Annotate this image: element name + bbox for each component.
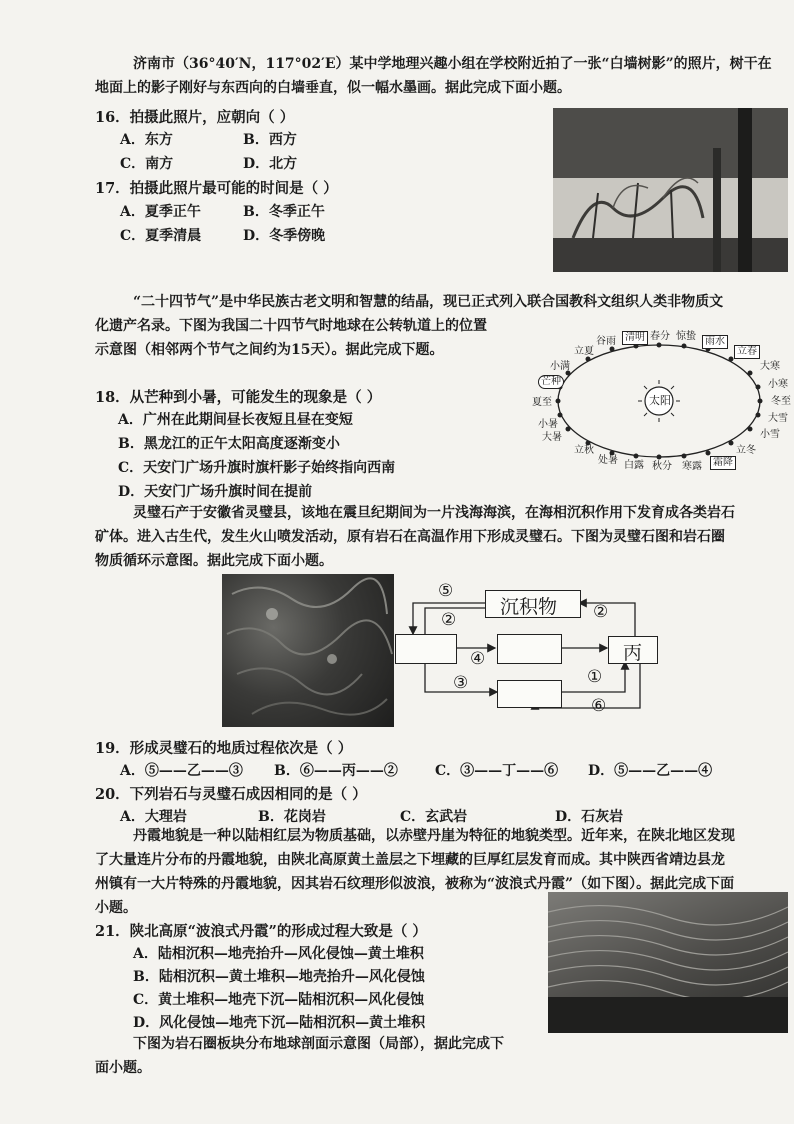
arrow-label-6: ⑥ — [591, 696, 607, 716]
q19-option-d[interactable]: D．⑤——乙——④ — [588, 763, 713, 779]
q18-option-d[interactable]: D．天安门广场升旗时间在提前 — [118, 484, 313, 500]
q20-stem: 20．下列岩石与灵璧石成因相同的是（ ） — [95, 786, 367, 803]
q16-option-a[interactable]: A．东方 — [120, 132, 173, 148]
intro3-line1: 灵璧石产于安徽省灵璧县，该地在震旦纪期间为一片浅海海滨，在海相沉积作用下发育成各类岩石 — [133, 505, 735, 521]
intro5-line2: 面小题。 — [95, 1060, 151, 1076]
q21-option-a[interactable]: A．陆相沉积—地壳抬升—风化侵蚀—黄土堆积 — [133, 946, 424, 962]
arrow-label-3: ③ — [453, 673, 469, 693]
orbit-diagram — [528, 325, 790, 475]
box-sediment — [485, 590, 581, 618]
orbit-term-19: 大暑 — [542, 432, 562, 443]
q20-option-b[interactable]: B．花岗岩 — [258, 809, 326, 825]
q16-option-c[interactable]: C．南方 — [120, 156, 174, 172]
q20-option-c[interactable]: C．玄武岩 — [400, 809, 468, 825]
q21-option-b[interactable]: B．陆相沉积—黄土堆积—地壳抬升—风化侵蚀 — [133, 969, 425, 985]
orbit-term-23: 小满 — [550, 361, 570, 372]
orbit-term-4: 惊蛰 — [676, 331, 696, 342]
q19-stem: 19．形成灵璧石的地质过程依次是（ ） — [95, 740, 353, 757]
orbit-term-14: 寒露 — [682, 461, 702, 472]
arrow-label-1: ① — [587, 667, 603, 687]
photo-wave-danxia — [548, 892, 788, 1033]
photo-white-wall-tree-shadow — [553, 108, 788, 272]
q18-option-b[interactable]: B．黑龙江的正午太阳高度逐渐变小 — [118, 436, 340, 452]
arrow-label-2-right: ② — [593, 602, 609, 622]
orbit-term-17: 处暑 — [598, 455, 618, 466]
box-middle-blank — [497, 634, 562, 664]
intro4-line2: 了大量连片分布的丹霞地貌，由陕北高原黄土盖层之下埋藏的巨厚红层发育而成。其中陕西省靖边县龙 — [95, 852, 725, 868]
box-left-blank — [395, 634, 457, 664]
box-bing — [608, 636, 658, 664]
q18-option-a[interactable]: A．广州在此期间昼长夜短且昼在变短 — [118, 412, 353, 428]
q18-option-c[interactable]: C．天安门广场升旗时旗杆影子始终指向西南 — [118, 460, 396, 476]
intro2-line2: 化遗产名录。下图为我国二十四节气时地球在公转轨道上的位置 — [95, 318, 487, 334]
arrow-label-5: ⑤ — [438, 581, 454, 601]
orbit-term-7: 大寒 — [760, 361, 780, 372]
q19-option-a[interactable]: A．⑤——乙——③ — [120, 763, 243, 779]
q19-option-c[interactable]: C．③——丁——⑥ — [435, 763, 559, 779]
q18-stem: 18．从芒种到小暑，可能发生的现象是（ ） — [95, 389, 382, 406]
q17-stem: 17．拍摄此照片最可能的时间是（ ） — [95, 180, 338, 197]
orbit-term-1: 谷雨 — [596, 336, 616, 347]
q21-option-d[interactable]: D．风化侵蚀—地壳下沉—陆相沉积—黄土堆积 — [133, 1015, 426, 1031]
intro2-line1: “二十四节气”是中华民族古老文明和智慧的结晶，现已正式列入联合国教科文组织人类非物质文 — [133, 294, 724, 310]
orbit-term-2: 清明 — [622, 331, 648, 345]
orbit-term-5: 雨水 — [702, 335, 728, 349]
orbit-term-0: 立夏 — [574, 346, 594, 357]
orbit-term-20: 小暑 — [538, 419, 558, 430]
intro1-line2: 地面上的影子刚好与东西向的白墙垂直，似一幅水墨画。据此完成下面小题。 — [95, 80, 571, 96]
orbit-term-18: 立秋 — [574, 445, 594, 456]
sediment-label: 沉积物 — [500, 596, 558, 618]
rock-cycle-diagram — [395, 578, 670, 728]
q16-stem: 16．拍摄此照片，应朝向（ ） — [95, 109, 295, 126]
intro2-line3: 示意图（相邻两个节气之间约为15天）。据此完成下题。 — [95, 342, 444, 358]
orbit-sun-label: 太阳 — [649, 394, 671, 407]
q20-option-a[interactable]: A．大理岩 — [120, 809, 187, 825]
orbit-term-16: 白露 — [624, 460, 644, 471]
intro4-line1: 丹霞地貌是一种以陆相红层为物质基础，以赤壁丹崖为特征的地貌类型。近年来，在陕北地区发现 — [133, 828, 735, 844]
orbit-term-9: 冬至 — [771, 396, 791, 407]
box-lower-blank — [497, 680, 562, 708]
intro1-line1: 济南市（36°40′N，117°02′E）某中学地理兴趣小组在学校附近拍了一张“白墙树影”的照片，树干在 — [133, 56, 772, 72]
intro4-line3: 州镇有一大片特殊的丹霞地貌，因其岩石纹理形似波浪，被称为“波浪式丹霞”（如下图）。据此完成下面 — [95, 876, 735, 892]
intro3-line2: 矿体。进入古生代，发生火山喷发活动，原有岩石在高温作用下形成灵璧石。下图为灵璧石图和岩石圈 — [95, 529, 725, 545]
intro5-line1: 下图为岩石圈板块分布地球剖面示意图（局部），据此完成下 — [133, 1036, 504, 1052]
orbit-term-12: 立冬 — [736, 445, 756, 456]
orbit-term-11: 小雪 — [760, 429, 780, 440]
orbit-term-15: 秋分 — [652, 461, 672, 472]
photo-lingbi-stone — [222, 574, 394, 727]
bing-label: 丙 — [623, 642, 643, 664]
orbit-term-13: 霜降 — [710, 456, 736, 470]
q16-option-b[interactable]: B．西方 — [243, 132, 297, 148]
q21-stem: 21．陕北高原“波浪式丹霞”的形成过程大致是（ ） — [95, 923, 427, 940]
intro4-line4: 小题。 — [95, 900, 137, 916]
intro3-line3: 物质循环示意图。据此完成下面小题。 — [95, 553, 333, 569]
orbit-term-3: 春分 — [650, 331, 670, 342]
orbit-term-6: 立春 — [734, 345, 760, 359]
q17-option-d[interactable]: D．冬季傍晚 — [243, 228, 326, 244]
q19-option-b[interactable]: B．⑥——丙——② — [274, 763, 398, 779]
q17-option-a[interactable]: A．夏季正午 — [120, 204, 201, 220]
q20-option-d[interactable]: D．石灰岩 — [555, 809, 624, 825]
q21-option-c[interactable]: C．黄土堆积—地壳下沉—陆相沉积—风化侵蚀 — [133, 992, 425, 1008]
arrow-label-2-left: ② — [441, 610, 457, 630]
orbit-term-22: 芒种 — [538, 375, 564, 389]
q17-option-b[interactable]: B．冬季正午 — [243, 204, 325, 220]
q16-option-d[interactable]: D．北方 — [243, 156, 298, 172]
orbit-term-21: 夏至 — [532, 397, 552, 408]
orbit-term-10: 大雪 — [768, 413, 788, 424]
q17-option-c[interactable]: C．夏季清晨 — [120, 228, 202, 244]
orbit-term-8: 小寒 — [768, 379, 788, 390]
arrow-label-4: ④ — [470, 649, 486, 669]
